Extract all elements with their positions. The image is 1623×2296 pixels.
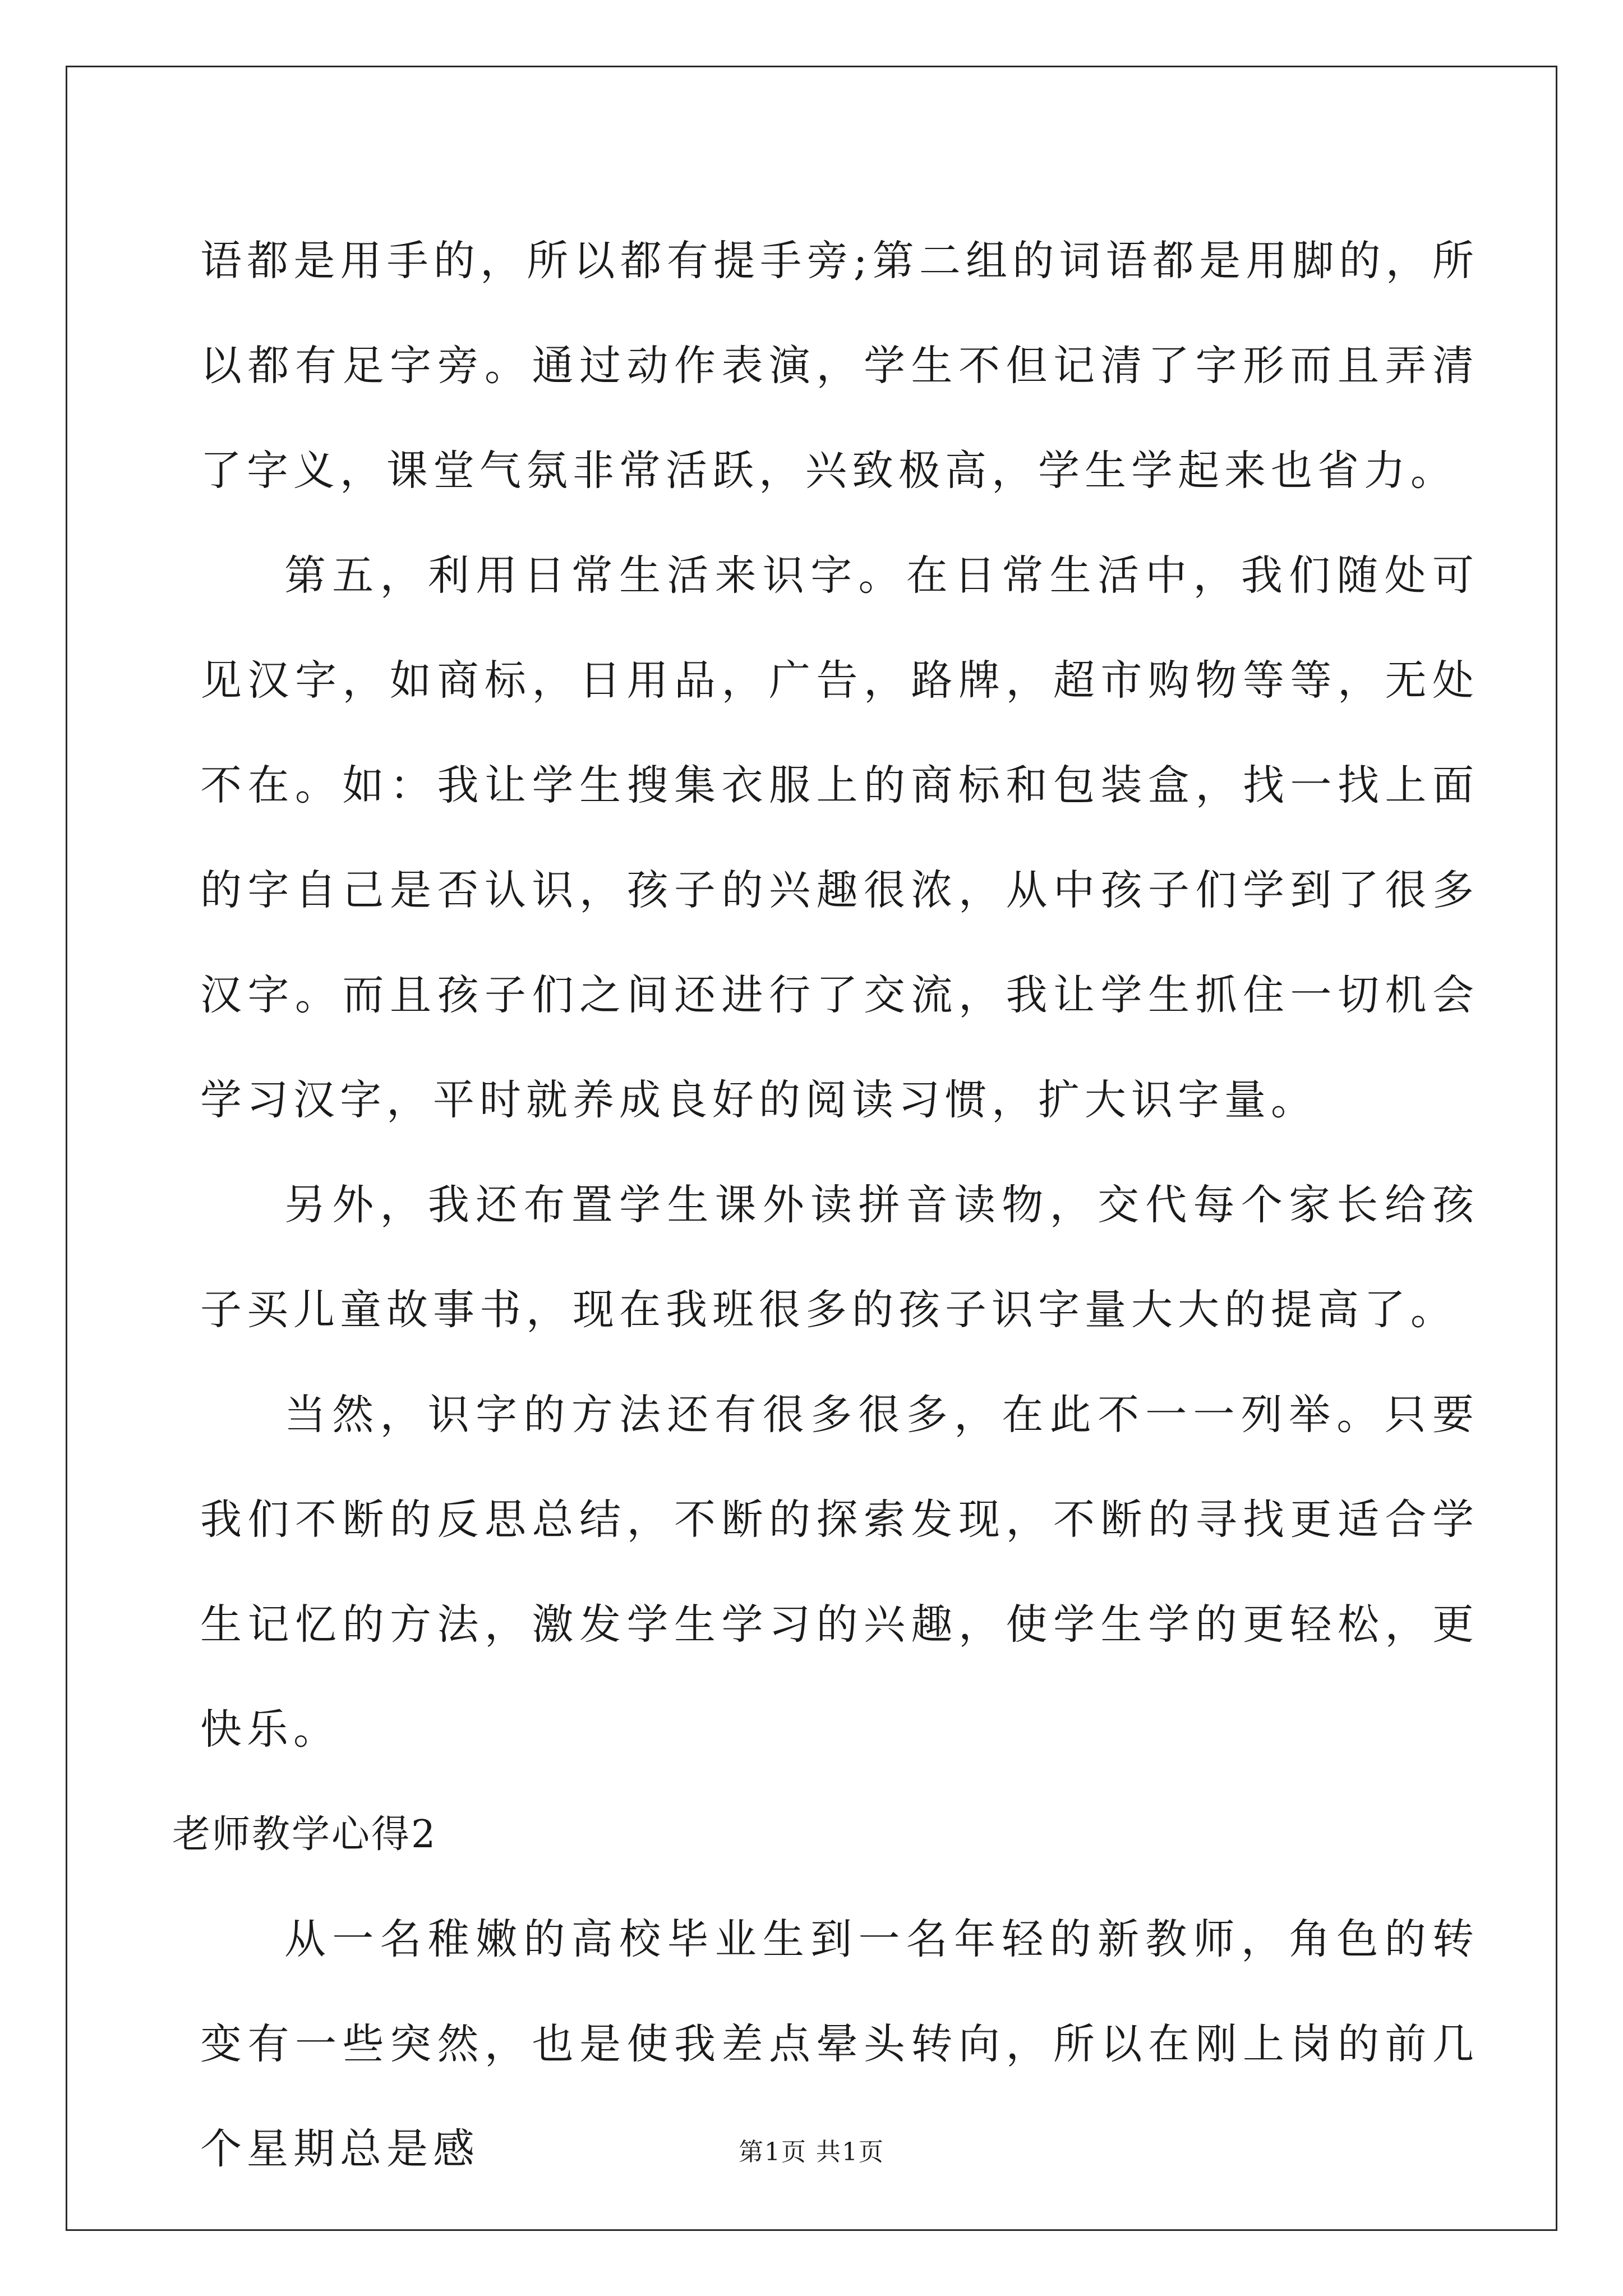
paragraph-new-teacher: 从一名稚嫩的高校毕业生到一名年轻的新教师，角色的转变有一些突然，也是使我差点晕头转向，所以在刚上岗的前几个星期总是感 (200, 1915, 1479, 2173)
paragraph-continuation: 语都是用手的，所以都有提手旁;第二组的词语都是用脚的，所以都有足字旁。通过动作表演，学生不但记清了字形而且弄清了字义，课堂气氛非常活跃，兴致极高，学生学起来也省力。 (200, 237, 1479, 495)
paragraph-extra-reading: 另外，我还布置学生课外读拼音读物，交代每个家长给孩子买儿童故事书，现在我班很多的孩子识字量大大的提高了。 (200, 1181, 1479, 1334)
paragraph-daily-life: 第五，利用日常生活来识字。在日常生活中，我们随处可见汉字，如商标，日用品，广告，路牌，超市购物等等，无处不在。如：我让学生搜集衣服上的商标和包装盒，找一找上面的字自己是否认识，孩子的兴趣很浓，从中孩子们学到了很多汉字。而且孩子们之间还进行了交流，我让学生抓住一切机会学习汉字，平时就养成良好的阅读习惯，扩大识字量。 (200, 551, 1479, 1124)
paragraph-conclusion: 当然，识字的方法还有很多很多，在此不一一列举。只要我们不断的反思总结，不断的探索发现，不断的寻找更适合学生记忆的方法，激发学生学习的兴趣，使学生学的更轻松，更快乐。 (200, 1391, 1479, 1754)
section-heading: 老师教学心得2 (172, 1812, 437, 1857)
document-body (172, 209, 1479, 2202)
page-footer: 第1页 共1页 (739, 2138, 884, 2166)
